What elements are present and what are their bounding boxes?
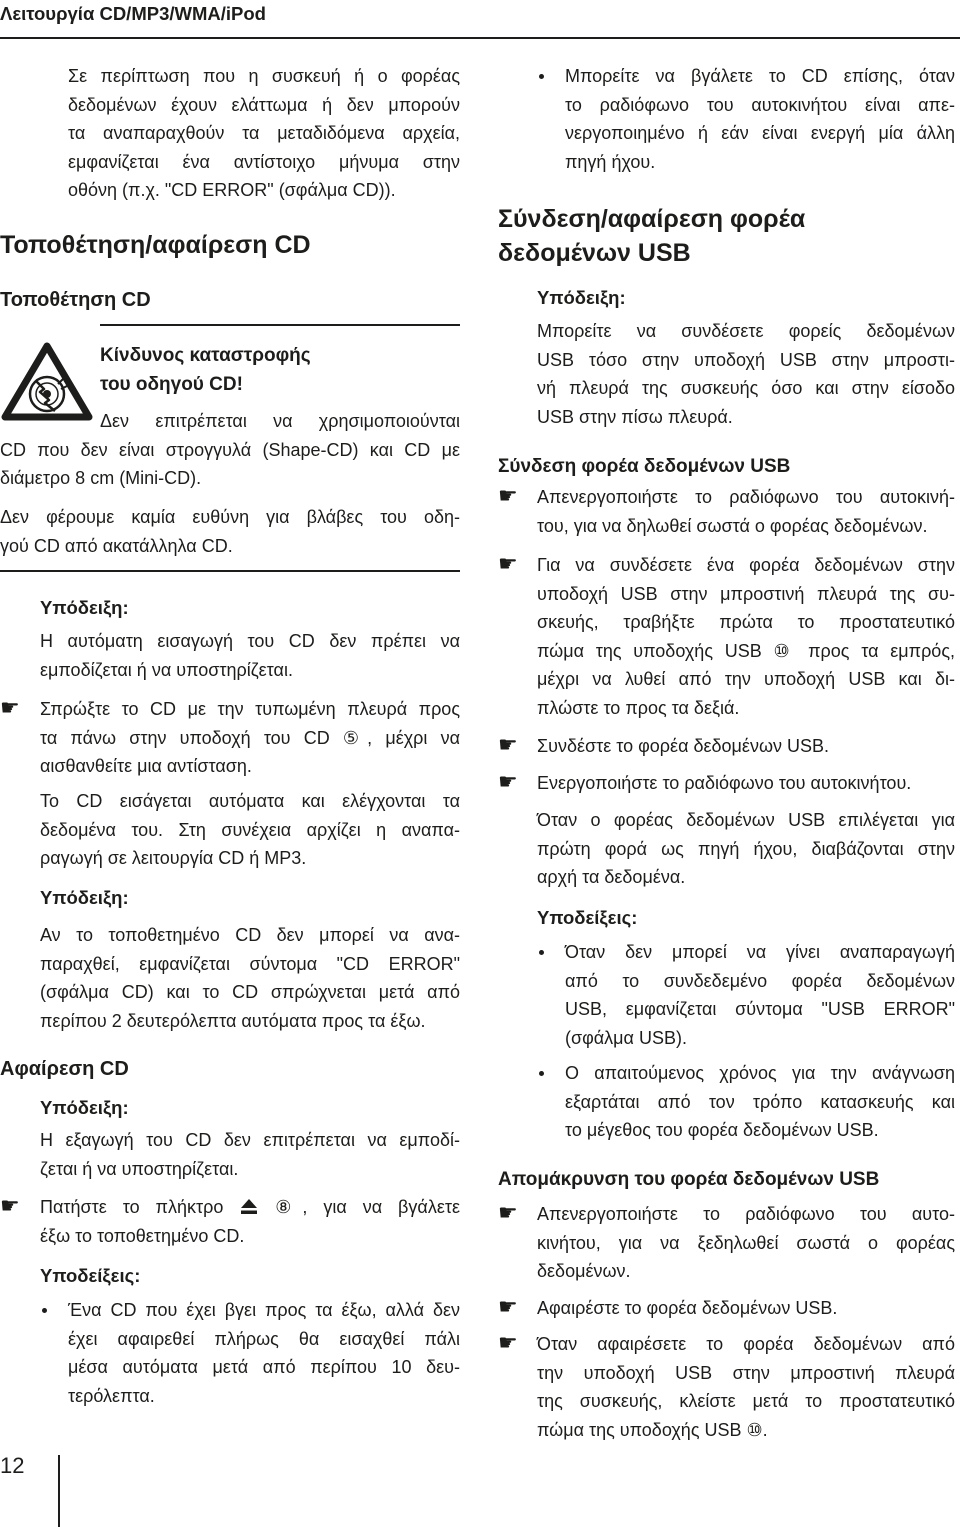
- text-line: εξαρτάται από τον τρόπο κατασκευής και: [565, 1091, 955, 1112]
- text-line: εμφανίζεται ένα αντίστοιχο μήνυμα στην: [68, 151, 460, 172]
- text-line: πώμα της υποδοχής USB ⑩ προς τα εμπρός,: [537, 640, 955, 661]
- text-line: μέσα αυτόματα μετά από περίπου 10 δευ-: [68, 1357, 460, 1377]
- text-line: νεργοποιημένο ή εάν είναι ενεργή μία άλλη: [565, 123, 955, 143]
- step-text: [40, 1193, 460, 1250]
- text-line: Ενεργοποιήστε το ραδιόφωνο του αυτοκινήτου.: [537, 773, 912, 793]
- text-line: CD που δεν είναι στρογγυλά (Shape-CD) και CD με: [0, 439, 460, 460]
- text-line: Όταν αφαιρέσετε το φορέα δεδομένων από: [537, 1334, 955, 1354]
- text-line: νή πλευρά της συσκευής όσο και στην είσοδο: [537, 378, 955, 398]
- note-text: [40, 1126, 460, 1183]
- text-line: Το CD εισάγεται αυτόματα και ελέγχονται τα: [40, 791, 460, 811]
- text-line: διάμετρο 8 cm (Mini-CD).: [0, 468, 202, 488]
- text-line: Σύνδεση/αφαίρεση φορέα: [498, 205, 806, 233]
- text-line: Απενεργοποιήστε το ραδιόφωνο του αυτο-: [537, 1204, 955, 1224]
- subsection-title-connect: Σύνδεση φορέα δεδομένων USB: [498, 456, 791, 477]
- note-text: [40, 921, 460, 1035]
- step-disconnect-3: [498, 1330, 955, 1444]
- step-connect-1: [498, 483, 955, 540]
- text-line: από το συνδεδεμένο φορέα δεδομένων: [565, 970, 955, 991]
- insert-result-text: [40, 787, 460, 873]
- hand-pointer-icon: [498, 551, 518, 580]
- text-line: οθόνη (π.χ. "CD ERROR" (σφάλμα CD)).: [68, 180, 396, 200]
- hand-pointer-icon: [498, 1294, 518, 1323]
- text-line: USB στην πίσω πλευρά.: [537, 406, 733, 427]
- note-label: Υπόδειξη:: [40, 887, 129, 908]
- text-line: Ο απαιτούμενος χρόνος για την ανάγνωση: [565, 1063, 955, 1083]
- text-line: τα αναπαραχθούν τα μεταδιδόμενα αρχεία,: [68, 123, 460, 143]
- text-line: δεδομένων έχουν ελάττωμα ή δεν μπορούν: [68, 94, 460, 115]
- bullet-dot: [42, 1308, 47, 1313]
- hand-pointer-icon: [0, 1193, 20, 1222]
- text-line: δεδομένων USB: [498, 239, 691, 267]
- text-line: κινήτου, για να ξεδηλωθεί σωστά ο φορέας: [537, 1232, 955, 1253]
- text-line: Απενεργοποιήστε το ραδιόφωνο του αυτοκινή-: [537, 487, 955, 507]
- step-connect-4: [498, 769, 955, 798]
- warning-title: [100, 342, 460, 399]
- text-line: [40, 1193, 460, 1222]
- step-connect-3: [498, 732, 955, 761]
- text-line: Αφαιρέστε το φορέα δεδομένων USB.: [537, 1298, 838, 1318]
- text-line: Συνδέστε το φορέα δεδομένων USB.: [537, 736, 830, 756]
- step-text: [537, 769, 955, 798]
- text-line: Όταν δεν μπορεί να γίνει αναπαραγωγή: [565, 942, 955, 962]
- hand-pointer-icon: [0, 695, 20, 724]
- list-item-text: [565, 62, 955, 176]
- text-line: σκευής, τραβήξτε πρώτα το προστατευτικό: [537, 612, 955, 632]
- list-item-text: [565, 1059, 955, 1145]
- text-line: τερόλεπτα.: [68, 1385, 155, 1406]
- list-item: [40, 1296, 460, 1410]
- list-item: [537, 1059, 955, 1145]
- eject-icon: [239, 1198, 259, 1216]
- text-line: Για να συνδέσετε ένα φορέα δεδομένων στην: [537, 555, 955, 575]
- text-line: Η εξαγωγή του CD δεν επιτρέπεται να εμποδί-: [40, 1130, 460, 1150]
- text-line: δεδομένων.: [537, 1261, 631, 1281]
- step-text: [537, 551, 955, 722]
- text-line: (σφάλμα USB).: [565, 1027, 687, 1048]
- note-text: [40, 627, 460, 684]
- hand-pointer-icon: [498, 769, 518, 798]
- hand-pointer-icon: [498, 483, 518, 512]
- list-item-text: [565, 938, 955, 1052]
- text-line: Η αυτόματη εισαγωγή του CD δεν πρέπει να: [40, 631, 460, 651]
- text-line: Σπρώξτε το CD με την τυπωμένη πλευρά προς: [40, 699, 460, 719]
- bullet-dot: [539, 1071, 544, 1076]
- step-text: [537, 1200, 955, 1286]
- text-line: υποδοχή USB στην μπροστινή πλευρά της συ-: [537, 583, 955, 604]
- text-line: Κίνδυνος καταστροφής: [100, 345, 311, 366]
- subsection-title-insert: Τοποθέτηση CD: [0, 289, 151, 311]
- text-line: Σε περίπτωση που η συσκευή ή ο φορέας: [68, 66, 460, 86]
- text-line: ραγωγή σε λειτουργία CD ή MP3.: [40, 848, 307, 868]
- text-line: το ραδιόφωνο του αυτοκινήτου είναι απε-: [565, 94, 955, 115]
- section-title-usb: [498, 202, 955, 270]
- text-line: του οδηγού CD!: [100, 373, 243, 395]
- step-text-part: ⑧, για να βγάλετε: [275, 1197, 460, 1217]
- hand-pointer-icon: [498, 1330, 518, 1359]
- list-item: [537, 938, 955, 1052]
- page-header-title: Λειτουργία CD/MP3/WMA/iPod: [0, 3, 266, 24]
- step-eject-cd: [0, 1193, 460, 1250]
- text-line: της συσκευής, κλείστε μετά το προστατευτικό: [537, 1391, 955, 1411]
- text-line: έχει αφαιρεθεί πλήρως θα εισαχθεί πάλι: [68, 1328, 460, 1349]
- text-line: Δεν επιτρέπεται να χρησιμοποιούνται: [100, 411, 460, 431]
- step-connect-2: [498, 551, 955, 722]
- notes-label: Υποδείξεις:: [40, 1265, 141, 1286]
- section-title-cd: [0, 228, 460, 262]
- warning-liability-text: [0, 503, 460, 560]
- step-text-part: Πατήστε το πλήκτρο: [40, 1197, 224, 1217]
- text-line: αρχή τα δεδομένα.: [537, 867, 686, 887]
- step-disconnect-1: [498, 1200, 955, 1286]
- text-line: πρώτη φορά ως πηγή ήχου, διαβάζονται στην: [537, 838, 955, 859]
- step-text: [537, 732, 955, 761]
- hand-pointer-icon: [498, 1200, 518, 1229]
- text-line: αισθανθείτε μια αντίσταση.: [40, 756, 252, 776]
- text-line: παραχθεί, εμφανίζεται σύντομα "CD ERROR": [40, 953, 460, 974]
- bullet-dot: [539, 950, 544, 955]
- hand-pointer-icon: [498, 732, 518, 761]
- step-text: [537, 1330, 955, 1444]
- text-line: Μπορείτε να συνδέσετε φορείς δεδομένων: [537, 321, 955, 341]
- connect-result-text: [537, 806, 955, 892]
- text-line: (σφάλμα CD) και το CD σπρώχνεται μετά από: [40, 982, 460, 1002]
- intro-paragraph: [68, 62, 460, 205]
- text-line: Αν το τοποθετημένο CD δεν μπορεί να ανα-: [40, 925, 460, 945]
- text-line: USB τόσο στην υποδοχή USB στην μπροστι-: [537, 349, 955, 370]
- text-line: πώμα της υποδοχής USB ⑩.: [537, 1419, 768, 1440]
- text-line: εμποδίζεται ή να υποστηρίζεται.: [40, 659, 293, 680]
- text-line: περίπου 2 δευτερόλεπτα αυτόματα προς τα έξω.: [40, 1010, 426, 1031]
- footer-vertical-rule: [58, 1455, 60, 1527]
- note-label: Υπόδειξη:: [40, 1097, 129, 1118]
- notes-label: Υποδείξεις:: [537, 907, 638, 928]
- subsection-title-remove: Αφαίρεση CD: [0, 1058, 129, 1080]
- text-line: ζεται ή να υποστηρίζεται.: [40, 1158, 239, 1179]
- heading-line: Τοποθέτηση/αφαίρεση CD: [0, 231, 311, 259]
- text-line: USB, εμφανίζεται σύντομα "USB ERROR": [565, 999, 955, 1019]
- text-line: Ένα CD που έχει βγει προς τα έξω, αλλά δεν: [68, 1300, 460, 1320]
- subsection-title-disconnect: Απομάκρυνση του φορέα δεδομένων USB: [498, 1169, 880, 1190]
- text-line: δεδομένα του. Στη συνέχεια αρχίζει η αναπα-: [40, 819, 460, 840]
- header-rule: [0, 37, 960, 39]
- note-text: [537, 317, 955, 431]
- step-text: [40, 695, 460, 781]
- step-text: [537, 483, 955, 540]
- text-line: Μπορείτε να βγάλετε το CD επίσης, όταν: [565, 66, 955, 86]
- text-line: το μέγεθος του φορέα δεδομένων USB.: [565, 1120, 879, 1140]
- step-text: [537, 1294, 955, 1323]
- text-line: γού CD από ακατάλληλα CD.: [0, 535, 233, 556]
- text-line: τα πάνω στην υποδοχή του CD ⑤, μέχρι να: [40, 727, 460, 748]
- page-number: 12: [0, 1453, 25, 1478]
- warning-bottom-rule: [0, 570, 460, 572]
- warning-text: [0, 407, 460, 493]
- list-item-text: [68, 1296, 460, 1410]
- text-line: Δεν φέρουμε καμία ευθύνη για βλάβες του οδη-: [0, 507, 460, 527]
- text-line: πλώστε το προς τα δεξιά.: [537, 697, 740, 718]
- note-label: Υπόδειξη:: [537, 287, 626, 308]
- text-line: πηγή ήχου.: [565, 151, 656, 172]
- step-disconnect-2: [498, 1294, 955, 1323]
- text-line: την υποδοχή USB στην μπροστινή πλευρά: [537, 1362, 955, 1383]
- note-label: Υπόδειξη:: [40, 597, 129, 618]
- bullet-dot: [539, 74, 544, 79]
- text-line: του, για να δηλωθεί σωστά ο φορέας δεδομένων.: [537, 515, 928, 536]
- list-item: [537, 62, 955, 176]
- text-line: Όταν ο φορέας δεδομένων USB επιλέγεται για: [537, 810, 955, 830]
- text-line: μέχρι να λυθεί από την υποδοχή USB και δι-: [537, 669, 955, 689]
- step-insert-cd: [0, 695, 460, 781]
- text-line: έξω το τοποθετημένο CD.: [40, 1225, 245, 1246]
- warning-top-rule: [100, 324, 460, 326]
